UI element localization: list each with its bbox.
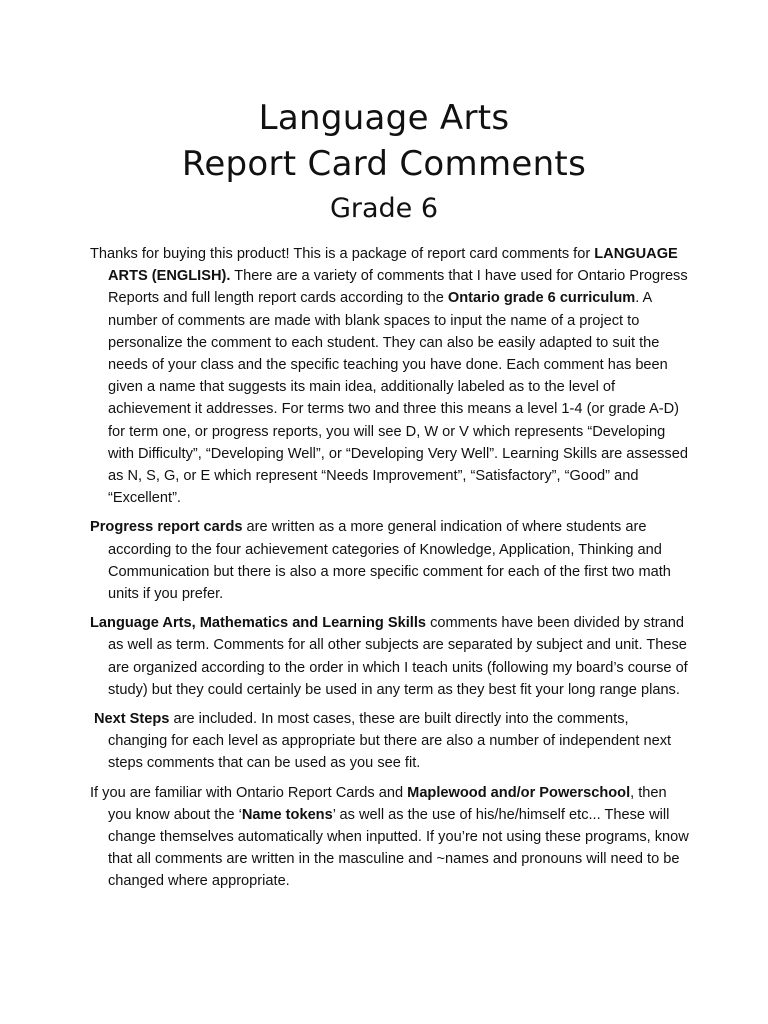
grade-subtitle: Grade 6 <box>329 193 439 224</box>
text-run: , then you know about the ‘ <box>108 784 667 823</box>
text-run: Thanks for buying this product! This is a package of report card comments for <box>90 246 595 262</box>
title-block <box>0 95 768 228</box>
document-title-line-1: Language Arts <box>258 98 510 138</box>
text-run: ’ as well as the use of his/he/himself etc... These will change themselves automatically when inputted. If you’re not using these programs, know that all comments are written in the masculine and ~names and pronouns will need to be changed where appropriate. <box>108 806 689 890</box>
document-title-line-2: Report Card Comments <box>181 144 587 184</box>
text-run: comments have been divided by strand as well as term. Comments for all other subjects are separated by subject and unit. These are organized according to the order in which I teach units (following my board’s course of study) but they could certainly be used in any term as they best fit your long range plans. <box>108 615 688 698</box>
text-run: There are a variety of comments that I have used for Ontario Progress Reports and full length report cards according to the <box>108 268 688 307</box>
paragraph-next-steps <box>90 708 690 775</box>
text-run: If you are familiar with Ontario Report Cards and <box>90 784 408 801</box>
paragraph-name-tokens <box>90 782 690 893</box>
text-run: are included. In most cases, these are built directly into the comments, changing for each level as appropriate but there are also a number of independent next steps comments that can be used as you see fit. <box>108 711 672 772</box>
document-body <box>90 243 690 900</box>
bold-text-run: Next Steps <box>94 711 170 728</box>
bold-text-run: Ontario grade 6 curriculum <box>447 290 636 307</box>
bold-text-run: Language Arts, Mathematics and Learning Skills <box>90 615 427 632</box>
bold-text-run: Name tokens <box>241 806 333 823</box>
bold-text-run: LANGUAGE ARTS (ENGLISH). <box>108 246 678 285</box>
bold-text-run: Maplewood and/or Powerschool <box>407 784 631 801</box>
paragraph-intro <box>90 243 690 509</box>
text-run: are written as a more general indication of where students are according to the four achievement categories of Knowledge, Application, Thinking and Communication but there is also a more specific comment for each of the first two math units if you prefer. <box>108 519 671 603</box>
text-run: . A number of comments are made with blank spaces to input the name of a project to personalize the comment to each student. They can also be easily adapted to suit the needs of your class and the specific teaching you have done. Each comment has been given a name that suggests its main idea, additionally labeled as to the level of achievement it addresses. For terms two and three this means a level 1-4 (or grade A-D) for term one, or progress reports, you will see D, W or V which represents “Developing with Difficulty”, “Developing Well”, or “Developing Very Well”. Learning Skills are assessed as N, S, G, or E which represent “Needs Improvement”, “Satisfactory”, “Good” and “Excellent”. <box>108 290 688 507</box>
paragraph-progress-report-cards <box>90 516 690 605</box>
paragraph-subjects <box>90 612 690 701</box>
bold-text-run: Progress report cards <box>90 519 243 536</box>
